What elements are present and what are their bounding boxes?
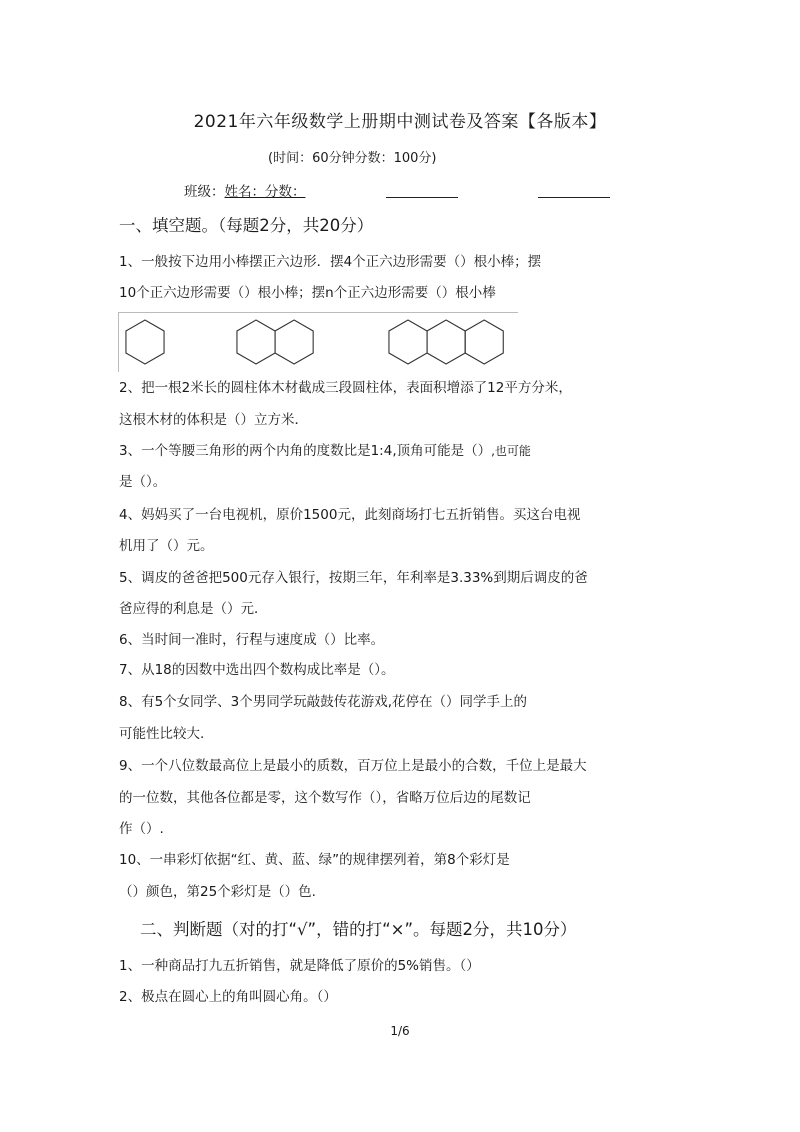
student-info-line <box>184 180 306 200</box>
q10-line2: （）颜色，第25个彩灯是（）色. <box>119 884 316 900</box>
q8-line2: 可能性比较大. <box>119 726 205 742</box>
section-true-false-heading: 二、判断题（对的打“√”，错的打“×”。每题2分，共10分） <box>140 920 577 939</box>
q4-line2: 机用了（）元。 <box>119 538 214 554</box>
hexagon-shape <box>465 320 503 364</box>
hexagon-shape <box>126 320 164 364</box>
q2-line2: 这根木材的体积是（）立方米． <box>119 412 308 428</box>
tf-q1: 1、一种商品打九五折销售，就是降低了原价的5%销售。（） <box>119 958 480 974</box>
q3-line1-main: 3、一个等腰三角形的两个内角的度数比是1:4,顶角可能是（） <box>119 443 492 459</box>
section-fill-in-heading: 一、填空题。（每题2分，共20分） <box>119 216 374 235</box>
hexagon-group <box>126 320 503 364</box>
page-title: 2021年六年级数学上册期中测试卷及答案【各版本】 <box>193 112 607 132</box>
hexagon-shape <box>427 320 465 364</box>
hexagon-shape <box>275 320 313 364</box>
q9-line3: 作（）. <box>119 821 164 837</box>
q3-line2: 是（）。 <box>119 474 167 490</box>
q5-line2: 爸应得的利息是（）元． <box>119 601 268 617</box>
q10-line1: 10、一串彩灯依据“红、黄、蓝、绿”的规律摆列着，第8个彩灯是 <box>119 852 510 868</box>
q1-line2: 10个正六边形需要（）根小棒；摆n个正六边形需要（）根小棒 <box>119 285 496 301</box>
q7: 7、从18的因数中选出四个数构成比率是（）。 <box>119 662 395 678</box>
q9-line1: 9、一个八位数最高位上是最小的质数，百万位上是最小的合数，千位上是最大 <box>119 758 587 774</box>
q1-line1: 1、一般按下边用小棒摆正六边形．摆4个正六边形需要（）根小棒；摆 <box>119 254 542 270</box>
hexagon-shape <box>237 320 275 364</box>
q3-line1 <box>119 441 531 461</box>
name-blank-line <box>386 197 458 198</box>
class-label: 班级： <box>184 184 225 200</box>
q8-line1: 8、有5个女同学、3个男同学玩敲鼓传花游戏,花停在（）同学手上的 <box>119 694 528 710</box>
page-number: 1/6 <box>390 1024 410 1038</box>
q6: 6、当时间一准时，行程与速度成（）比率。 <box>119 632 385 648</box>
score-blank-line <box>538 197 610 198</box>
q3-line1-tail: ,也可能 <box>491 444 531 458</box>
q5-line1: 5、调皮的爸爸把500元存入银行，按期三年，年利率是3.33%到期后调皮的爸 <box>119 570 588 586</box>
name-score-label: 姓名：分数： <box>224 184 306 200</box>
q9-line2: 的一位数，其他各位都是零，这个数写作（），省略万位后边的尾数记 <box>119 790 531 806</box>
q2-line1: 2、把一根2米长的圆柱体木材截成三段圆柱体，表面积增添了12平方分米， <box>119 380 572 396</box>
hexagon-shape <box>389 320 427 364</box>
exam-time-score: (时间：60分钟分数：100分) <box>268 151 437 166</box>
hexagon-figure <box>118 312 518 372</box>
tf-q2: 2、极点在圆心上的角叫圆心角。（） <box>119 989 337 1005</box>
q4-line1: 4、妈妈买了一台电视机，原价1500元，此刻商场打七五折销售。买这台电视 <box>119 507 581 523</box>
